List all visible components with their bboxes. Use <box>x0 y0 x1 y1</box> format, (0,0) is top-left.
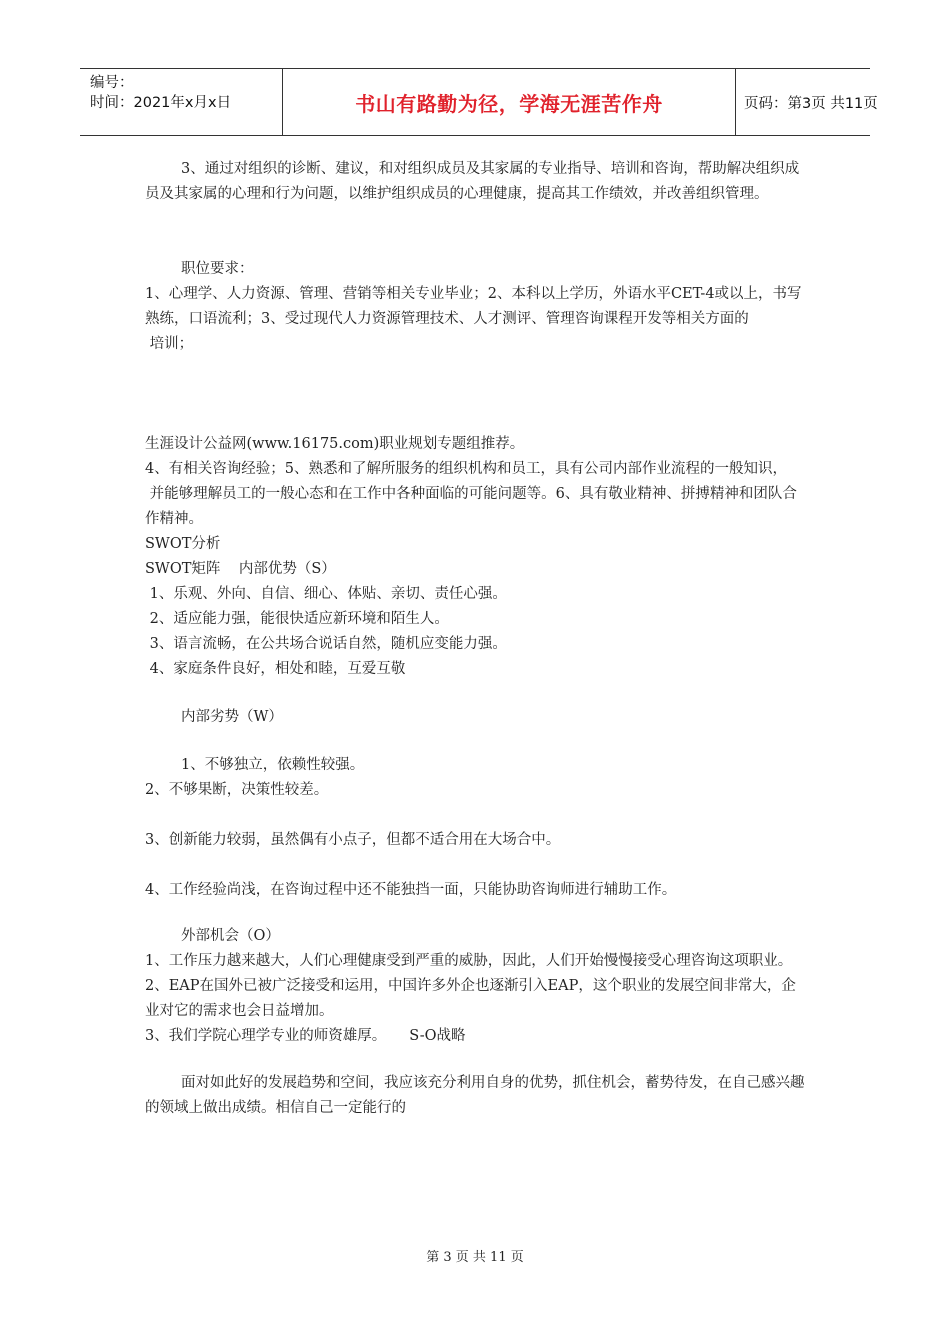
header-meta <box>80 69 282 135</box>
page-footer: 第 3 页 共 11 页 <box>426 1250 524 1265</box>
paragraph: 生涯设计公益网(www.16175.com)职业规划专题组推荐。 <box>145 436 525 452</box>
header-page-number: 页码：第3页 共11页 <box>744 95 878 112</box>
list-item: 3、创新能力较弱，虽然偶有小点子，但都不适合用在大场合中。 <box>145 832 561 848</box>
list-item: 3、我们学院心理学专业的师资雄厚。 S-O战略 <box>145 1028 466 1044</box>
list-item: 2、适应能力强，能很快适应新环境和陌生人。 <box>145 611 449 627</box>
page-header <box>80 68 878 136</box>
list-item: 2、不够果断，决策性较差。 <box>145 782 329 798</box>
list-item: 2、EAP在国外已被广泛接受和运用，中国许多外企也逐渐引入EAP，这个职业的发展空间非常大，企业对它的需求也会日益增加。 <box>145 978 796 1019</box>
section-heading: 外部机会（O） <box>181 928 280 944</box>
list-item: 4、工作经验尚浅，在咨询过程中还不能独挡一面，只能协助咨询师进行辅助工作。 <box>145 882 677 898</box>
header-motto: 书山有路勤为径，学海无涯苦作舟 <box>282 69 736 135</box>
list-item: 4、家庭条件良好，相处和睦，互爱互敬 <box>145 661 406 677</box>
paragraph: 3、通过对组织的诊断、建议，和对组织成员及其家属的专业指导、培训和咨询，帮助解决组织成员及其家属的心理和行为问题，以维护组织成员的心理健康，提高其工作绩效，并改善组织管理。 <box>145 161 800 202</box>
list-item: 1、乐观、外向、自信、细心、体贴、亲切、责任心强。 <box>145 586 507 602</box>
paragraph: 并能够理解员工的一般心态和在工作中各种面临的可能问题等。6、具有敬业精神、拼搏精神和团队合作精神。 <box>145 486 797 527</box>
paragraph: 1、心理学、人力资源、管理、营销等相关专业毕业；2、本科以上学历，外语水平CET-4或以上，书写熟练，口语流利；3、受过现代人力资源管理技术、人才测评、管理咨询课程开发等相关方面的 <box>145 286 802 327</box>
header-number: 编号： <box>90 75 134 91</box>
section-heading: 职位要求： <box>181 261 254 277</box>
section-heading: 内部劣势（W） <box>181 709 283 725</box>
document-body <box>145 157 810 1121</box>
section-heading: SWOT分析 <box>145 536 221 552</box>
paragraph: 面对如此好的发展趋势和空间，我应该充分利用自身的优势，抓住机会，蓄势待发，在自己感兴趣的领域上做出成绩。相信自己一定能行的 <box>145 1075 805 1116</box>
list-item: 1、工作压力越来越大，人们心理健康受到严重的威胁，因此，人们开始慢慢接受心理咨询这项职业。 <box>145 953 793 969</box>
paragraph: 4、有相关咨询经验；5、熟悉和了解所服务的组织机构和员工，具有公司内部作业流程的一般知识， <box>145 461 787 477</box>
header-time: 时间：2021年x月x日 <box>90 95 232 111</box>
paragraph: 培训； <box>145 336 194 352</box>
section-heading: SWOT矩阵 内部优势（S） <box>145 561 336 577</box>
list-item: 1、不够独立，依赖性较强。 <box>181 757 365 773</box>
list-item: 3、语言流畅，在公共场合说话自然，随机应变能力强。 <box>145 636 507 652</box>
